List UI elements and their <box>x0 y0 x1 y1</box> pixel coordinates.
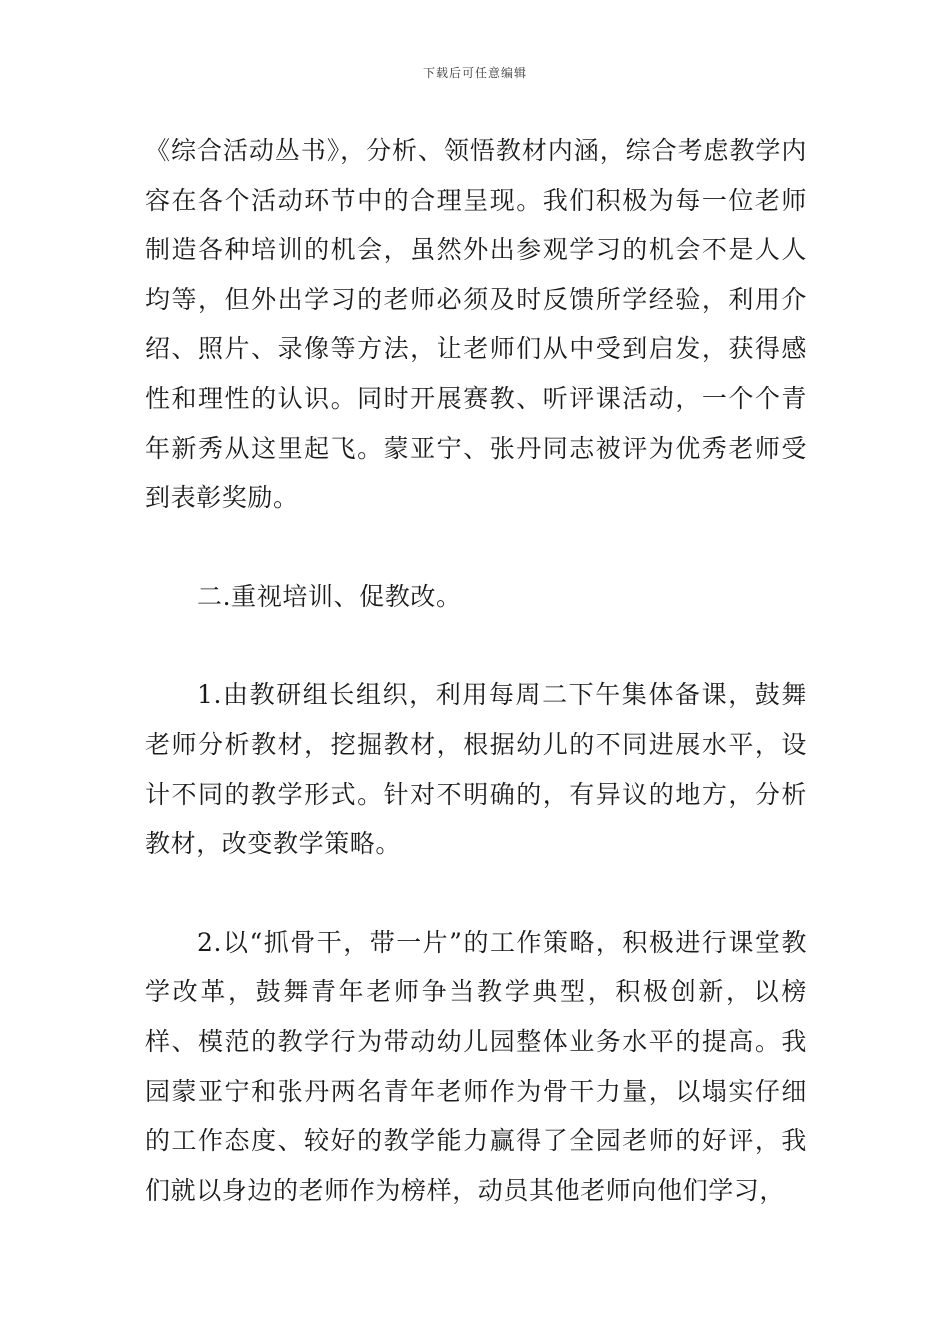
paragraph-continuation: 《综合活动丛书》，分析、领悟教材内涵，综合考虑教学内容在各个活动环节中的合理呈现。我们积极为每一位老师制造各种培训的机会，虽然外出参观学习的机会不是人人均等，但外出学习的老师必须及时反馈所学经验，利用介绍、照片、录像等方法，让老师们从中受到启发，获得感性和理性的认识。同时开展赛教、听评课活动，一个个青年新秀从这里起飞。蒙亚宁、张丹同志被评为优秀老师受到表彰奖励。 <box>145 136 807 513</box>
paragraph-item-2: 2.以“抓骨干，带一片”的工作策略，积极进行课堂教学改革，鼓舞青年老师争当教学典型，积极创新，以榜样、模范的教学行为带动幼儿园整体业务水平的提高。我园蒙亚宁和张丹两名青年老师作为骨干力量，以塌实仔细的工作态度、较好的教学能力赢得了全园老师的好评，我们就以身边的老师作为榜样，动员其他老师向他们学习， <box>145 927 807 1205</box>
page-header: 下载后可任意编辑 <box>422 66 527 80</box>
document-body <box>145 126 807 1215</box>
section-heading: 二.重视培训、促教改。 <box>197 581 462 611</box>
paragraph-item-1: 1.由教研组长组织，利用每周二下午集体备课，鼓舞老师分析教材，挖掘教材，根据幼儿的不同进展水平，设计不同的教学形式。针对不明确的，有异议的地方，分析教材，改变教学策略。 <box>145 680 807 859</box>
